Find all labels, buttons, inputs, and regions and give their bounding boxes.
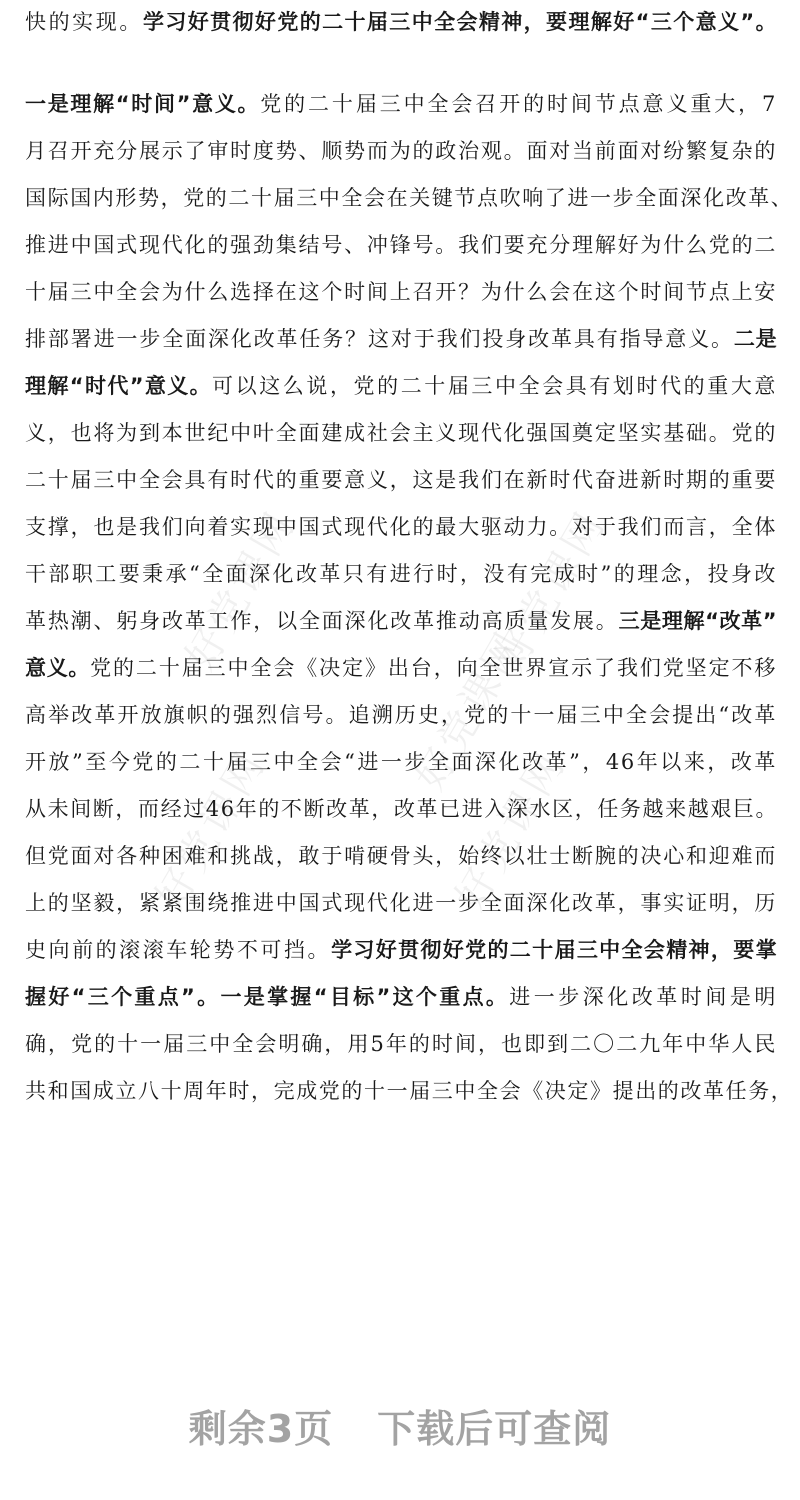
bold-text: 一是理解“时间”意义。 <box>25 92 261 116</box>
body-text: 国际国内形势，党的二十届三中全会在关键节点吹响了进一步全面深化改革、 <box>25 186 794 210</box>
text-line <box>25 278 777 306</box>
text-line <box>25 1077 794 1105</box>
body-text: 快的实现。 <box>25 10 143 34</box>
text-line <box>25 842 777 870</box>
bold-text: 二是 <box>733 327 777 351</box>
text-line <box>25 607 777 635</box>
text-line <box>25 1030 777 1058</box>
body-text: 支撑，也是我们向着实现中国式现代化的最大驱动力。对于我们而言，全体 <box>25 515 777 539</box>
text-line <box>25 184 794 212</box>
text-line <box>25 701 777 729</box>
text-line <box>25 90 777 118</box>
body-text: 党的二十届三中全会召开的时间节点意义重大，7 <box>260 92 777 116</box>
text-line <box>25 8 777 36</box>
body-text: 从未间断，而经过46年的不断改革，改革已进入深水区，任务越来越艰巨。 <box>25 797 779 821</box>
text-line <box>25 889 777 917</box>
body-text: 史向前的滚滚车轮势不可挡。 <box>25 938 332 962</box>
body-text: 革热潮、躬身改革工作，以全面深化改革推动高质量发展。 <box>25 609 619 633</box>
text-line <box>25 325 777 353</box>
body-text: 推进中国式现代化的强劲集结号、冲锋号。我们要充分理解好为什么党的二 <box>25 233 777 257</box>
body-text: 可以这么说，党的二十届三中全会具有划时代的重大意 <box>212 374 778 398</box>
body-text: 开放”至今党的二十届三中全会“进一步全面深化改革”，46年以来，改革 <box>25 750 777 774</box>
text-line <box>25 560 777 588</box>
body-text: 但党面对各种困难和挑战，敢于啃硬骨头，始终以壮士断腕的决心和迎难而 <box>25 844 777 868</box>
body-text: 排部署进一步全面深化改革任务？这对于我们投身改革具有指导意义。 <box>25 327 734 351</box>
bold-text: 意义。 <box>25 656 91 680</box>
body-text: 党的二十届三中全会《决定》出台，向全世界宣示了我们党坚定不移 <box>90 656 778 680</box>
body-text: 进一步深化改革时间是明 <box>509 985 777 1009</box>
text-line <box>25 654 777 682</box>
text-line <box>25 513 777 541</box>
text-line <box>25 137 777 165</box>
watermark: 好党课网 <box>487 502 615 678</box>
text-line <box>25 936 777 964</box>
body-text: 月召开充分展示了审时度势、顺势而为的政治观。面对当前面对纷繁复杂的 <box>25 139 777 163</box>
text-line <box>25 748 777 776</box>
watermark: 好党课网 <box>447 742 575 918</box>
watermark: 好党课网 <box>147 742 275 918</box>
body-text: 二十届三中全会具有时代的重要意义，这是我们在新时代奋进新时期的重要 <box>25 468 777 492</box>
text-line <box>25 419 777 447</box>
download-prompt[interactable] <box>0 1398 800 1453</box>
body-text: 高举改革开放旗帜的强烈信号。追溯历史，党的十一届三中全会提出“改革 <box>25 703 777 727</box>
watermark: 好党课网 <box>177 502 305 678</box>
bold-text: 握好“三个重点”。一是掌握“目标”这个重点。 <box>25 985 510 1009</box>
text-line <box>25 231 777 259</box>
bold-text: 学习好贯彻好党的二十届三中全会精神，要掌 <box>331 938 777 962</box>
download-hint-label: 下载后可查阅 <box>377 1407 612 1451</box>
body-text: 上的坚毅，紧紧围绕推进中国式现代化进一步全面深化改革，事实证明，历 <box>25 891 777 915</box>
text-line <box>25 466 777 494</box>
body-text: 干部职工要秉承“全面深化改革只有进行时，没有完成时”的理念，投身改 <box>25 562 777 586</box>
text-line <box>25 983 777 1011</box>
body-text: 确，党的十一届三中全会明确，用5年的时间，也即到二〇二九年中华人民 <box>25 1032 777 1056</box>
text-line <box>25 372 777 400</box>
text-line <box>25 795 777 823</box>
body-text: 义，也将为到本世纪中叶全面建成社会主义现代化强国奠定坚实基础。党的 <box>25 421 777 445</box>
watermark: 好党课网 <box>407 622 535 798</box>
remaining-pages-label: 剩余3页 <box>188 1407 334 1451</box>
bold-text: 学习好贯彻好党的二十届三中全会精神，要理解好“三个意义”。 <box>142 10 777 34</box>
bold-text: 三是理解“改革” <box>618 609 777 633</box>
bold-text: 理解“时代”意义。 <box>25 374 213 398</box>
body-text: 共和国成立八十周年时，完成党的十一届三中全会《决定》提出的改革任务， <box>25 1079 794 1103</box>
body-text: 十届三中全会为什么选择在这个时间上召开？为什么会在这个时间节点上安 <box>25 280 777 304</box>
